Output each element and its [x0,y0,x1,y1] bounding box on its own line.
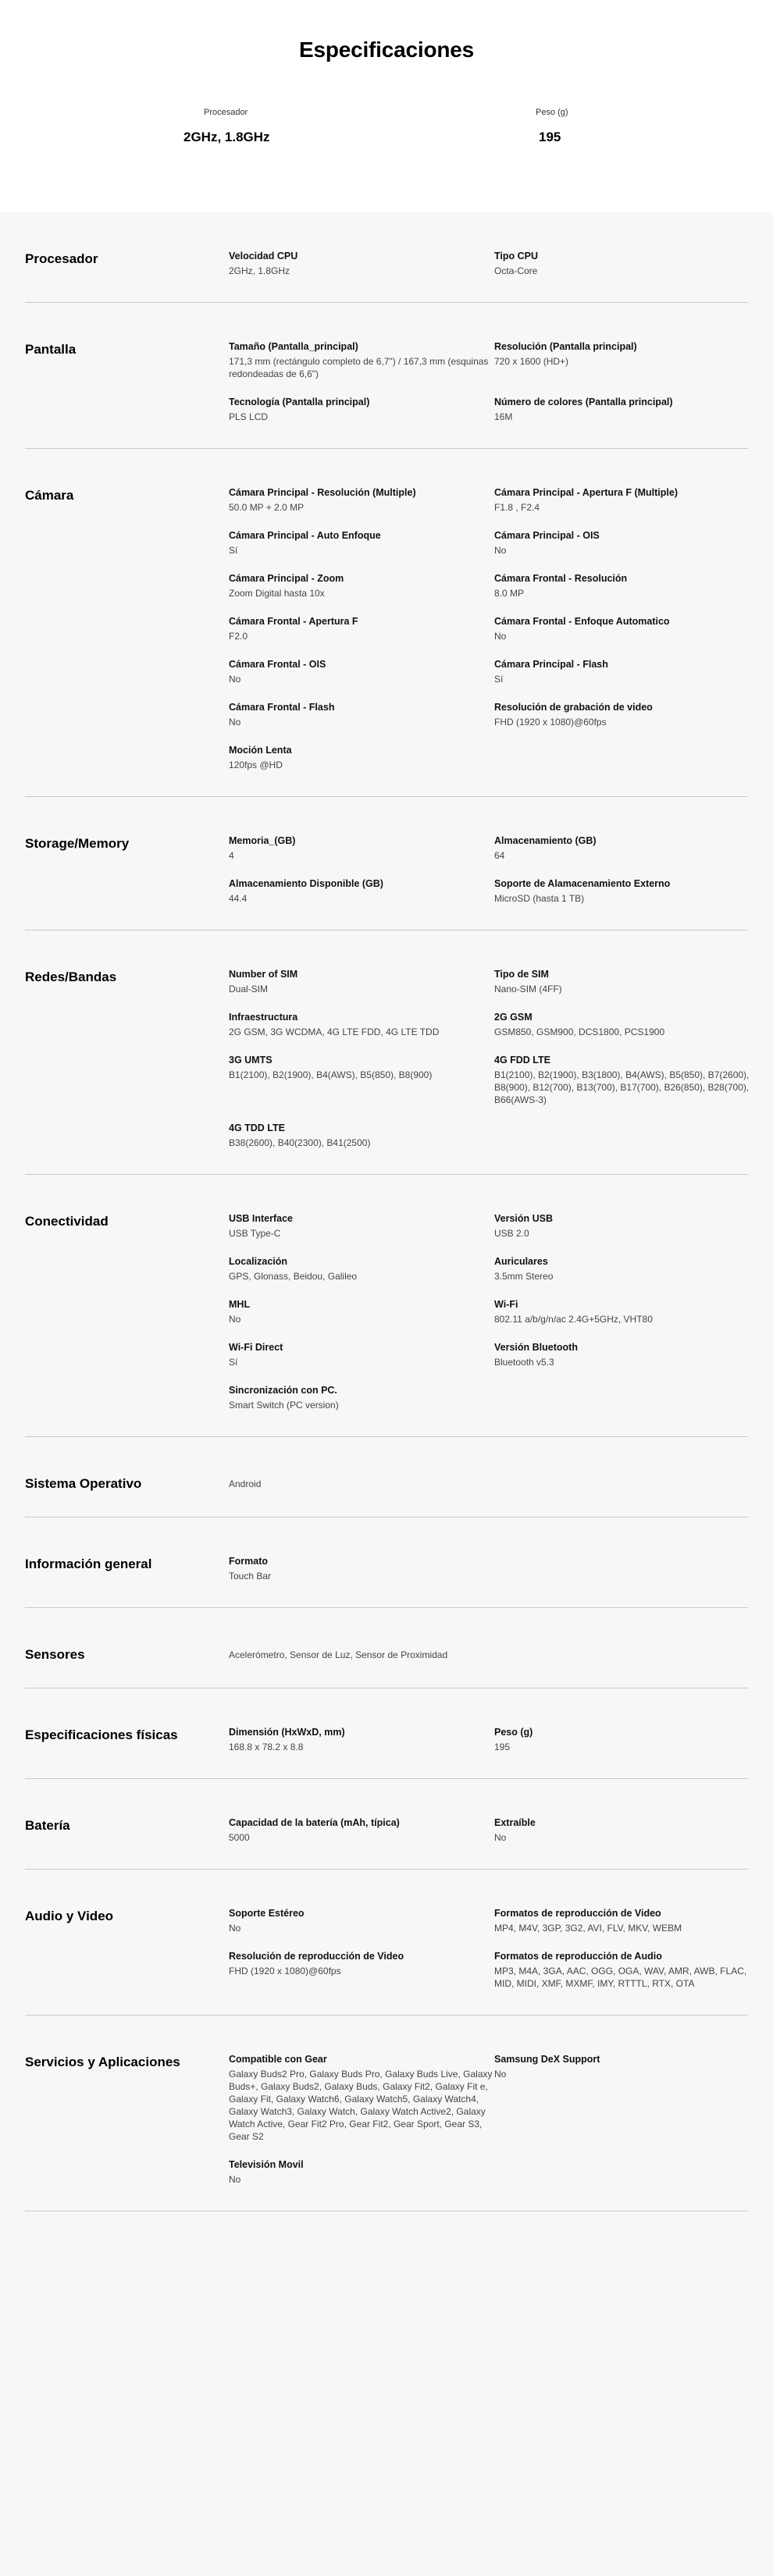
spec-label: Moción Lenta [229,745,292,756]
spec-value: Android [229,1478,262,1489]
spec-label: 4G TDD LTE [229,1123,285,1133]
spec-grid [229,1646,760,1663]
spec-label: Resolución (Pantalla principal) [494,341,637,352]
spec-label: Infraestructura [229,1012,298,1023]
spec-item [229,1384,494,1411]
spec-value: 4 [229,850,234,861]
section-title: Sensores [25,1647,85,1662]
spec-label: Memoria_(GB) [229,835,296,846]
spec-value: FHD (1920 x 1080)@60fps [494,717,607,728]
spec-label: Tipo CPU [494,251,539,262]
spec-value: 3.5mm Stereo [494,1271,554,1282]
spec-item [229,1646,760,1663]
spec-value: No [494,545,507,556]
spec-label: Resolución de reproducción de Video [229,1951,404,1962]
spec-label: Cámara Frontal - Apertura F [229,616,358,627]
spec-item [494,529,760,557]
spec-grid [229,1726,760,1753]
section-title: Batería [25,1818,70,1833]
spec-label: Resolución de grabación de video [494,702,653,713]
spec-item [494,834,760,862]
section-title: Redes/Bandas [25,970,117,984]
spec-value: Sí [229,545,238,556]
spec-value: MP4, M4V, 3GP, 3G2, AVI, FLV, MKV, WEBM [494,1923,682,1934]
spec-item [229,615,494,642]
spec-label: Cámara Principal - Flash [494,659,608,670]
spec-value: 2GHz, 1.8GHz [229,265,290,276]
spec-section [25,1437,748,1517]
spec-section [25,797,748,930]
spec-value: USB 2.0 [494,1228,529,1239]
spec-value: 2G GSM, 3G WCDMA, 4G LTE FDD, 4G LTE TDD [229,1026,440,1037]
spec-label: Dimensión (HxWxD, mm) [229,1727,345,1738]
spec-section [25,212,748,303]
spec-item [229,744,494,771]
spec-item [494,1298,760,1325]
spec-value: 44.4 [229,893,248,904]
spec-item [494,701,760,728]
spec-label: Número de colores (Pantalla principal) [494,397,673,407]
section-title: Servicios y Aplicaciones [25,2055,180,2069]
spec-label: Cámara Principal - Resolución (Multiple) [229,487,416,498]
section-title: Audio y Video [25,1909,114,1923]
spec-item [494,1212,760,1240]
spec-section [25,1517,748,1608]
spec-item [229,1054,494,1106]
spec-grid [229,1555,760,1582]
spec-label: Samsung DeX Support [494,2054,600,2065]
spec-value: Nano-SIM (4FF) [494,984,562,994]
spec-label: Almacenamiento (GB) [494,835,597,846]
spec-value: Zoom Digital hasta 10x [229,588,325,599]
spec-value: 195 [494,1742,511,1752]
spec-grid [229,486,760,771]
spec-label: Cámara Frontal - Resolución [494,573,628,584]
spec-value: Acelerómetro, Sensor de Luz, Sensor de Proximidad [229,1649,448,1660]
spec-label: Auriculares [494,1256,548,1267]
summary-processor [183,108,418,145]
section-title: Storage/Memory [25,836,130,851]
spec-item [229,1011,494,1038]
spec-value: Bluetooth v5.3 [494,1357,554,1368]
spec-value: 8.0 MP [494,588,525,599]
spec-item [494,572,760,600]
spec-grid [229,340,760,423]
spec-section [25,1608,748,1688]
spec-value: 5000 [229,1832,250,1843]
spec-label: Cámara Frontal - OIS [229,659,326,670]
summary-label: Peso (g) [536,108,568,117]
spec-section [25,1175,748,1437]
spec-item [229,529,494,557]
spec-value: Sí [494,674,504,685]
spec-grid [229,1816,760,1844]
spec-label: Compatible con Gear [229,2054,327,2065]
spec-item [229,1907,494,1934]
specs-header [0,0,773,212]
spec-item [494,1011,760,1038]
spec-item [494,250,760,277]
spec-label: Cámara Principal - Apertura F (Multiple) [494,487,678,498]
spec-item [229,1122,494,1149]
spec-value: USB Type-C [229,1228,281,1239]
spec-value: MP3, M4A, 3GA, AAC, OGG, OGA, WAV, AMR, AWB, FLAC, MID, MIDI, XMF, MXMF, IMY, RTTTL, RTX, OTA [494,1966,747,1989]
spec-value: 720 x 1600 (HD+) [494,356,569,367]
section-title: Conectividad [25,1214,109,1229]
spec-value: GSM850, GSM900, DCS1800, PCS1900 [494,1026,665,1037]
spec-label: Cámara Principal - Zoom [229,573,344,584]
spec-item [229,572,494,600]
spec-grid [229,834,760,905]
spec-value: 50.0 MP + 2.0 MP [229,502,305,513]
spec-item [494,1054,760,1106]
spec-label: Capacidad de la batería (mAh, típica) [229,1817,400,1828]
section-title: Procesador [25,251,98,266]
spec-value: PLS LCD [229,411,269,422]
spec-grid [229,1212,760,1411]
spec-item [229,1212,494,1240]
section-title: Información general [25,1557,152,1571]
spec-label: Sincronización con PC. [229,1385,337,1396]
spec-item [494,1816,760,1844]
specs-list [0,212,773,2576]
spec-item [229,1950,494,1990]
spec-value: F1.8 , F2.4 [494,502,540,513]
spec-section [25,449,748,797]
section-title: Sistema Operativo [25,1476,142,1491]
spec-label: Number of SIM [229,969,298,980]
spec-label: Formatos de reproducción de Video [494,1908,661,1919]
spec-label: Televisión Movil [229,2159,304,2170]
spec-item [494,340,760,380]
spec-label: Formatos de reproducción de Audio [494,1951,662,1962]
spec-label: Soporte Estéreo [229,1908,305,1919]
spec-item [229,1255,494,1283]
spec-item [494,1950,760,1990]
spec-item [229,1298,494,1325]
spec-label: Soporte de Alamacenamiento Externo [494,878,671,889]
spec-grid [229,968,760,1149]
spec-value: Dual-SIM [229,984,269,994]
spec-item [229,834,494,862]
spec-value: B38(2600), B40(2300), B41(2500) [229,1137,371,1148]
summary-value: 2GHz, 1.8GHz [183,130,270,144]
spec-label: Tipo de SIM [494,969,549,980]
spec-value: GPS, Glonass, Beidou, Galileo [229,1271,358,1282]
spec-item [229,1816,494,1844]
summary-value: 195 [539,130,561,144]
spec-label: Almacenamiento Disponible (GB) [229,878,383,889]
spec-label: Tecnología (Pantalla principal) [229,397,370,407]
spec-value: 168.8 x 78.2 x 8.8 [229,1742,304,1752]
spec-value: FHD (1920 x 1080)@60fps [229,1966,341,1976]
spec-grid [229,2053,760,2186]
spec-item [229,701,494,728]
spec-item [229,877,494,905]
spec-section [25,1779,748,1870]
spec-item [229,340,494,380]
summary-weight [536,108,770,145]
spec-value: 802.11 a/b/g/n/ac 2.4G+5GHz, VHT80 [494,1314,653,1325]
spec-label: Peso (g) [494,1727,533,1738]
spec-item [229,658,494,685]
spec-value: No [494,2069,507,2080]
spec-value: 16M [494,411,513,422]
spec-value: Sí [229,1357,238,1368]
spec-item [229,968,494,995]
spec-grid [229,250,760,277]
spec-label: Velocidad CPU [229,251,298,262]
spec-value: 120fps @HD [229,760,283,770]
spec-value: F2.0 [229,631,248,642]
spec-item [494,1907,760,1934]
spec-value: 171,3 mm (rectángulo completo de 6,7") / 167,3 mm (esquinas redondeadas de 6,6") [229,356,489,379]
spec-item [494,1255,760,1283]
spec-label: Extraíble [494,1817,536,1828]
spec-value: No [229,1923,241,1934]
spec-label: USB Interface [229,1213,293,1224]
spec-grid [229,1475,760,1492]
spec-label: MHL [229,1299,251,1310]
spec-item [494,877,760,905]
spec-item [494,1341,760,1368]
spec-label: 2G GSM [494,1012,533,1023]
spec-label: Wi-Fi Direct [229,1342,283,1353]
spec-item [494,615,760,642]
spec-item [494,396,760,423]
spec-item [229,1726,494,1753]
section-title: Especificaciones físicas [25,1727,178,1742]
spec-value: Octa-Core [494,265,538,276]
spec-value: 64 [494,850,505,861]
spec-value: B1(2100), B2(1900), B4(AWS), B5(850), B8(900) [229,1069,433,1080]
spec-item [229,1555,494,1582]
spec-section [25,303,748,449]
spec-item [229,250,494,277]
spec-item [494,658,760,685]
summary-label: Procesador [204,108,248,117]
spec-item [494,486,760,514]
spec-value: B1(2100), B2(1900), B3(1800), B4(AWS), B5(850), B7(2600), B8(900), B12(700), B13(700), B17(700), B26(850), B28(700), B66(AWS-3) [494,1069,750,1105]
spec-label: 3G UMTS [229,1055,273,1066]
spec-value: MicroSD (hasta 1 TB) [494,893,585,904]
spec-item [494,2053,760,2143]
spec-label: Cámara Frontal - Enfoque Automatico [494,616,670,627]
spec-item [229,2158,494,2186]
spec-item [229,486,494,514]
spec-label: Wi-Fi [494,1299,518,1310]
spec-item [494,1726,760,1753]
spec-value: Smart Switch (PC version) [229,1400,339,1411]
spec-item [229,2053,494,2143]
spec-section [25,1870,748,2016]
spec-value: No [229,2174,241,2185]
spec-label: Localización [229,1256,288,1267]
spec-value: No [494,631,507,642]
spec-value: Galaxy Buds2 Pro, Galaxy Buds Pro, Galaxy Buds Live, Galaxy Buds+, Galaxy Buds2, Galaxy Buds, Galaxy Fit2, Galaxy Fit e, Galaxy Fit, Galaxy Watch6, Galaxy Watch5, Galaxy Watch4, Galaxy Watch3, Galaxy Watch, Galaxy Watch Active2, Galaxy Watch Active, Gear Fit2 Pro, Gear Fit2, Gear Sport, Gear S3, Gear S2 [229,2069,493,2142]
spec-label: Tamaño (Pantalla_principal) [229,341,358,352]
page-title: Especificaciones [298,37,475,62]
spec-item [229,1475,760,1492]
section-title: Pantalla [25,342,77,357]
spec-value: No [229,717,241,728]
spec-label: Versión USB [494,1213,554,1224]
spec-value: No [494,1832,507,1843]
spec-section [25,1688,748,1779]
spec-label: Cámara Principal - OIS [494,530,600,541]
section-title: Cámara [25,488,74,503]
spec-label: Formato [229,1556,268,1567]
spec-value: No [229,1314,241,1325]
spec-grid [229,1907,760,1990]
spec-item [229,1341,494,1368]
spec-item [229,396,494,423]
spec-label: 4G FDD LTE [494,1055,550,1066]
spec-section [25,930,748,1175]
spec-label: Versión Bluetooth [494,1342,578,1353]
spec-label: Cámara Frontal - Flash [229,702,335,713]
spec-label: Cámara Principal - Auto Enfoque [229,530,381,541]
spec-value: Touch Bar [229,1571,272,1582]
spec-item [494,968,760,995]
spec-value: No [229,674,241,685]
spec-section [25,2016,748,2211]
